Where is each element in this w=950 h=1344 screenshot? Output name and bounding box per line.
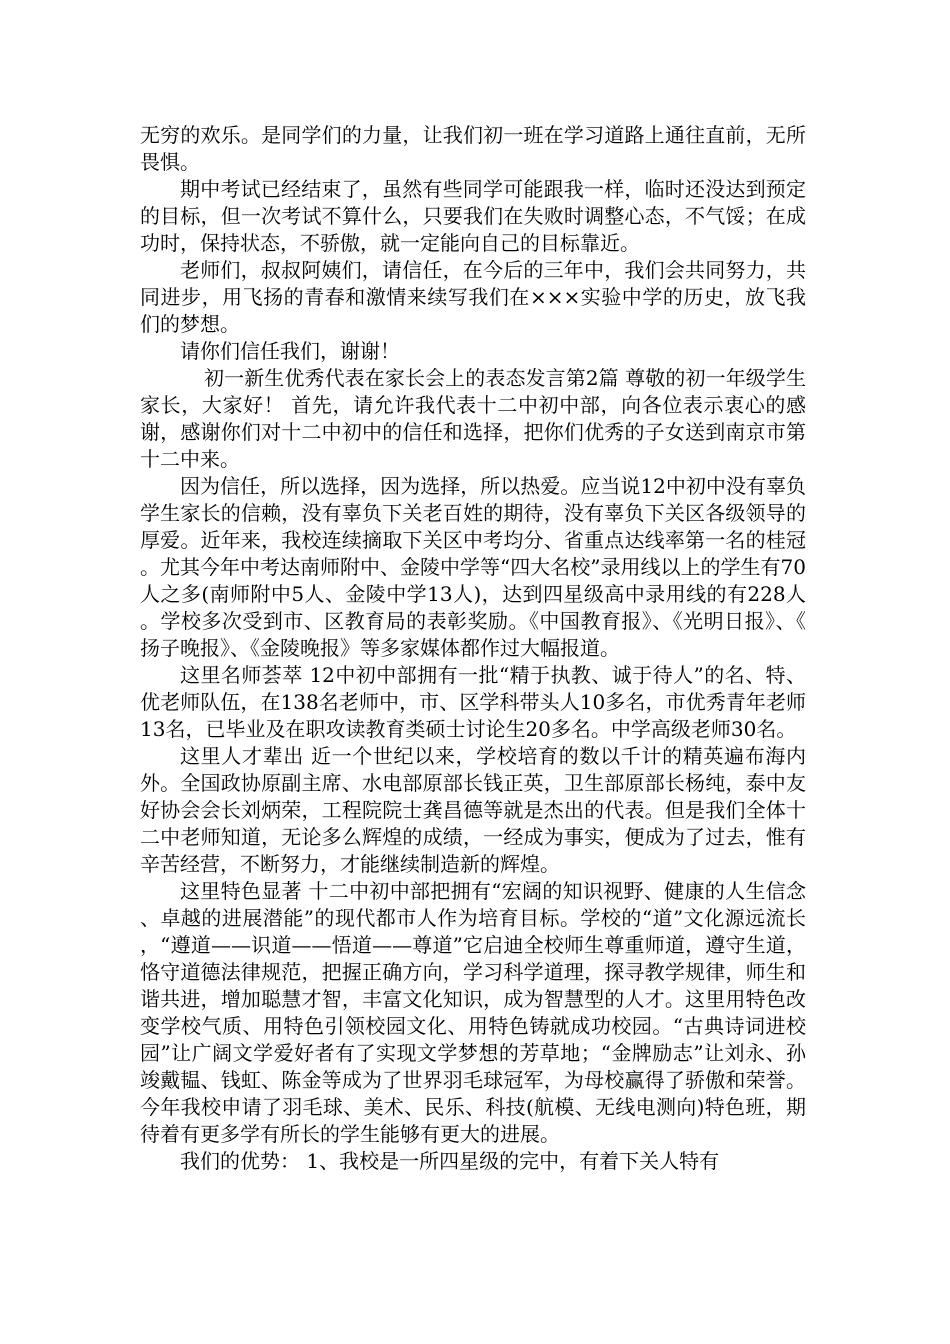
paragraph-talents: 这里人才辈出 近一个世纪以来，学校培育的数以千计的精英遍布海内外。全国政协原副主席、水电部原部长钱正英，卫生部原部长杨纯，泰中友好协会会长刘炳荣，工程院院士龚昌德等就是杰出的代表。但是我们全体十二中老师知道，无论多么辉煌的成绩，一经成为事实，便成为了过去，惟有辛苦经营，不断努力，才能继续制造新的辉煌。 <box>140 744 806 876</box>
paragraph-midterm-exam: 期中考试已经结束了，虽然有些同学可能跟我一样，临时还没达到预定的目标，但一次考试不算什么，只要我们在失败时调整心态，不气馁；在成功时，保持状态，不骄傲，就一定能向自己的目标靠近。 <box>140 177 806 255</box>
paragraph-continuation: 无穷的欢乐。是同学们的力量，让我们初一班在学习道路上通往直前，无所畏惧。 <box>140 123 806 174</box>
document-body <box>140 122 806 1175</box>
paragraph-trust-and-choice: 因为信任，所以选择，因为选择，所以热爱。应当说12中初中没有辜负学生家长的信赖，没有辜负下关老百姓的期待，没有辜负下关区各级领导的厚爱。近年来，我校连续摘取下关区中考均分、省重点达线率第一名的桂冠。尤其今年中考达南师附中、金陵中学等“四大名校”录用线以上的学生有70人之多(南师附中5人、金陵中学13人)，达到四星级高中录用线的有228人。学校多次受到市、区教育局的表彰奖励。《中国教育报》、《光明日报》、《扬子晚报》、《金陵晚报》等多家媒体都作过大幅报道。 <box>140 474 806 660</box>
paragraph-features: 这里特色显著 十二中初中部把拥有“宏阔的知识视野、健康的人生信念、卓越的进展潜能”的现代都市人作为培育目标。学校的“道”文化源远流长，“遵道——识道——悟道——尊道”它启迪全校师生尊重师道，遵守生道，恪守道德法律规范，把握正确方向，学习科学道理，探寻教学规律，师生和谐共进，增加聪慧才智，丰富文化知识，成为智慧型的人才。这里用特色改变学校气质、用特色引领校园文化、用特色铸就成功校园。“古典诗词进校园”让广阔文学爱好者有了实现文学梦想的芳草地；“金牌励志”让刘永、孙竣戴韫、钱虹、陈金等成为了世界羽毛球冠军，为母校赢得了骄傲和荣誉。今年我校申请了羽毛球、美术、民乐、科技(航模、无线电测向)特色班，期待着有更多学有所长的学生能够有更大的进展。 <box>140 879 806 1146</box>
paragraph-thanks: 请你们信任我们，谢谢！ <box>180 339 400 363</box>
paragraph-famous-teachers: 这里名师荟萃 12中初中部拥有一批“精于执教、诚于待人”的名、特、优老师队伍，在138名老师中，市、区学科带头人10多名，市优秀青年老师13名，已毕业及在职攻读教育类硕士讨论生20多名。中学高级老师30名。 <box>140 663 806 741</box>
paragraph-teachers-appeal: 老师们，叔叔阿姨们，请信任，在今后的三年中，我们会共同努力，共同进步，用飞扬的青春和激情来续写我们在×××实验中学的历史，放飞我们的梦想。 <box>140 258 806 336</box>
paragraph-speech-2-opening: 初一新生优秀代表在家长会上的表态发言第2篇 尊敬的初一年级学生家长，大家好！ 首先，请允许我代表十二中初中部，向各位表示衷心的感谢，感谢你们对十二中初中的信任和选择，把你们优秀的子女送到南京市第十二中来。 <box>140 366 806 471</box>
paragraph-advantages: 我们的优势： 1、我校是一所四星级的完中，有着下关人特有 <box>180 1149 720 1173</box>
